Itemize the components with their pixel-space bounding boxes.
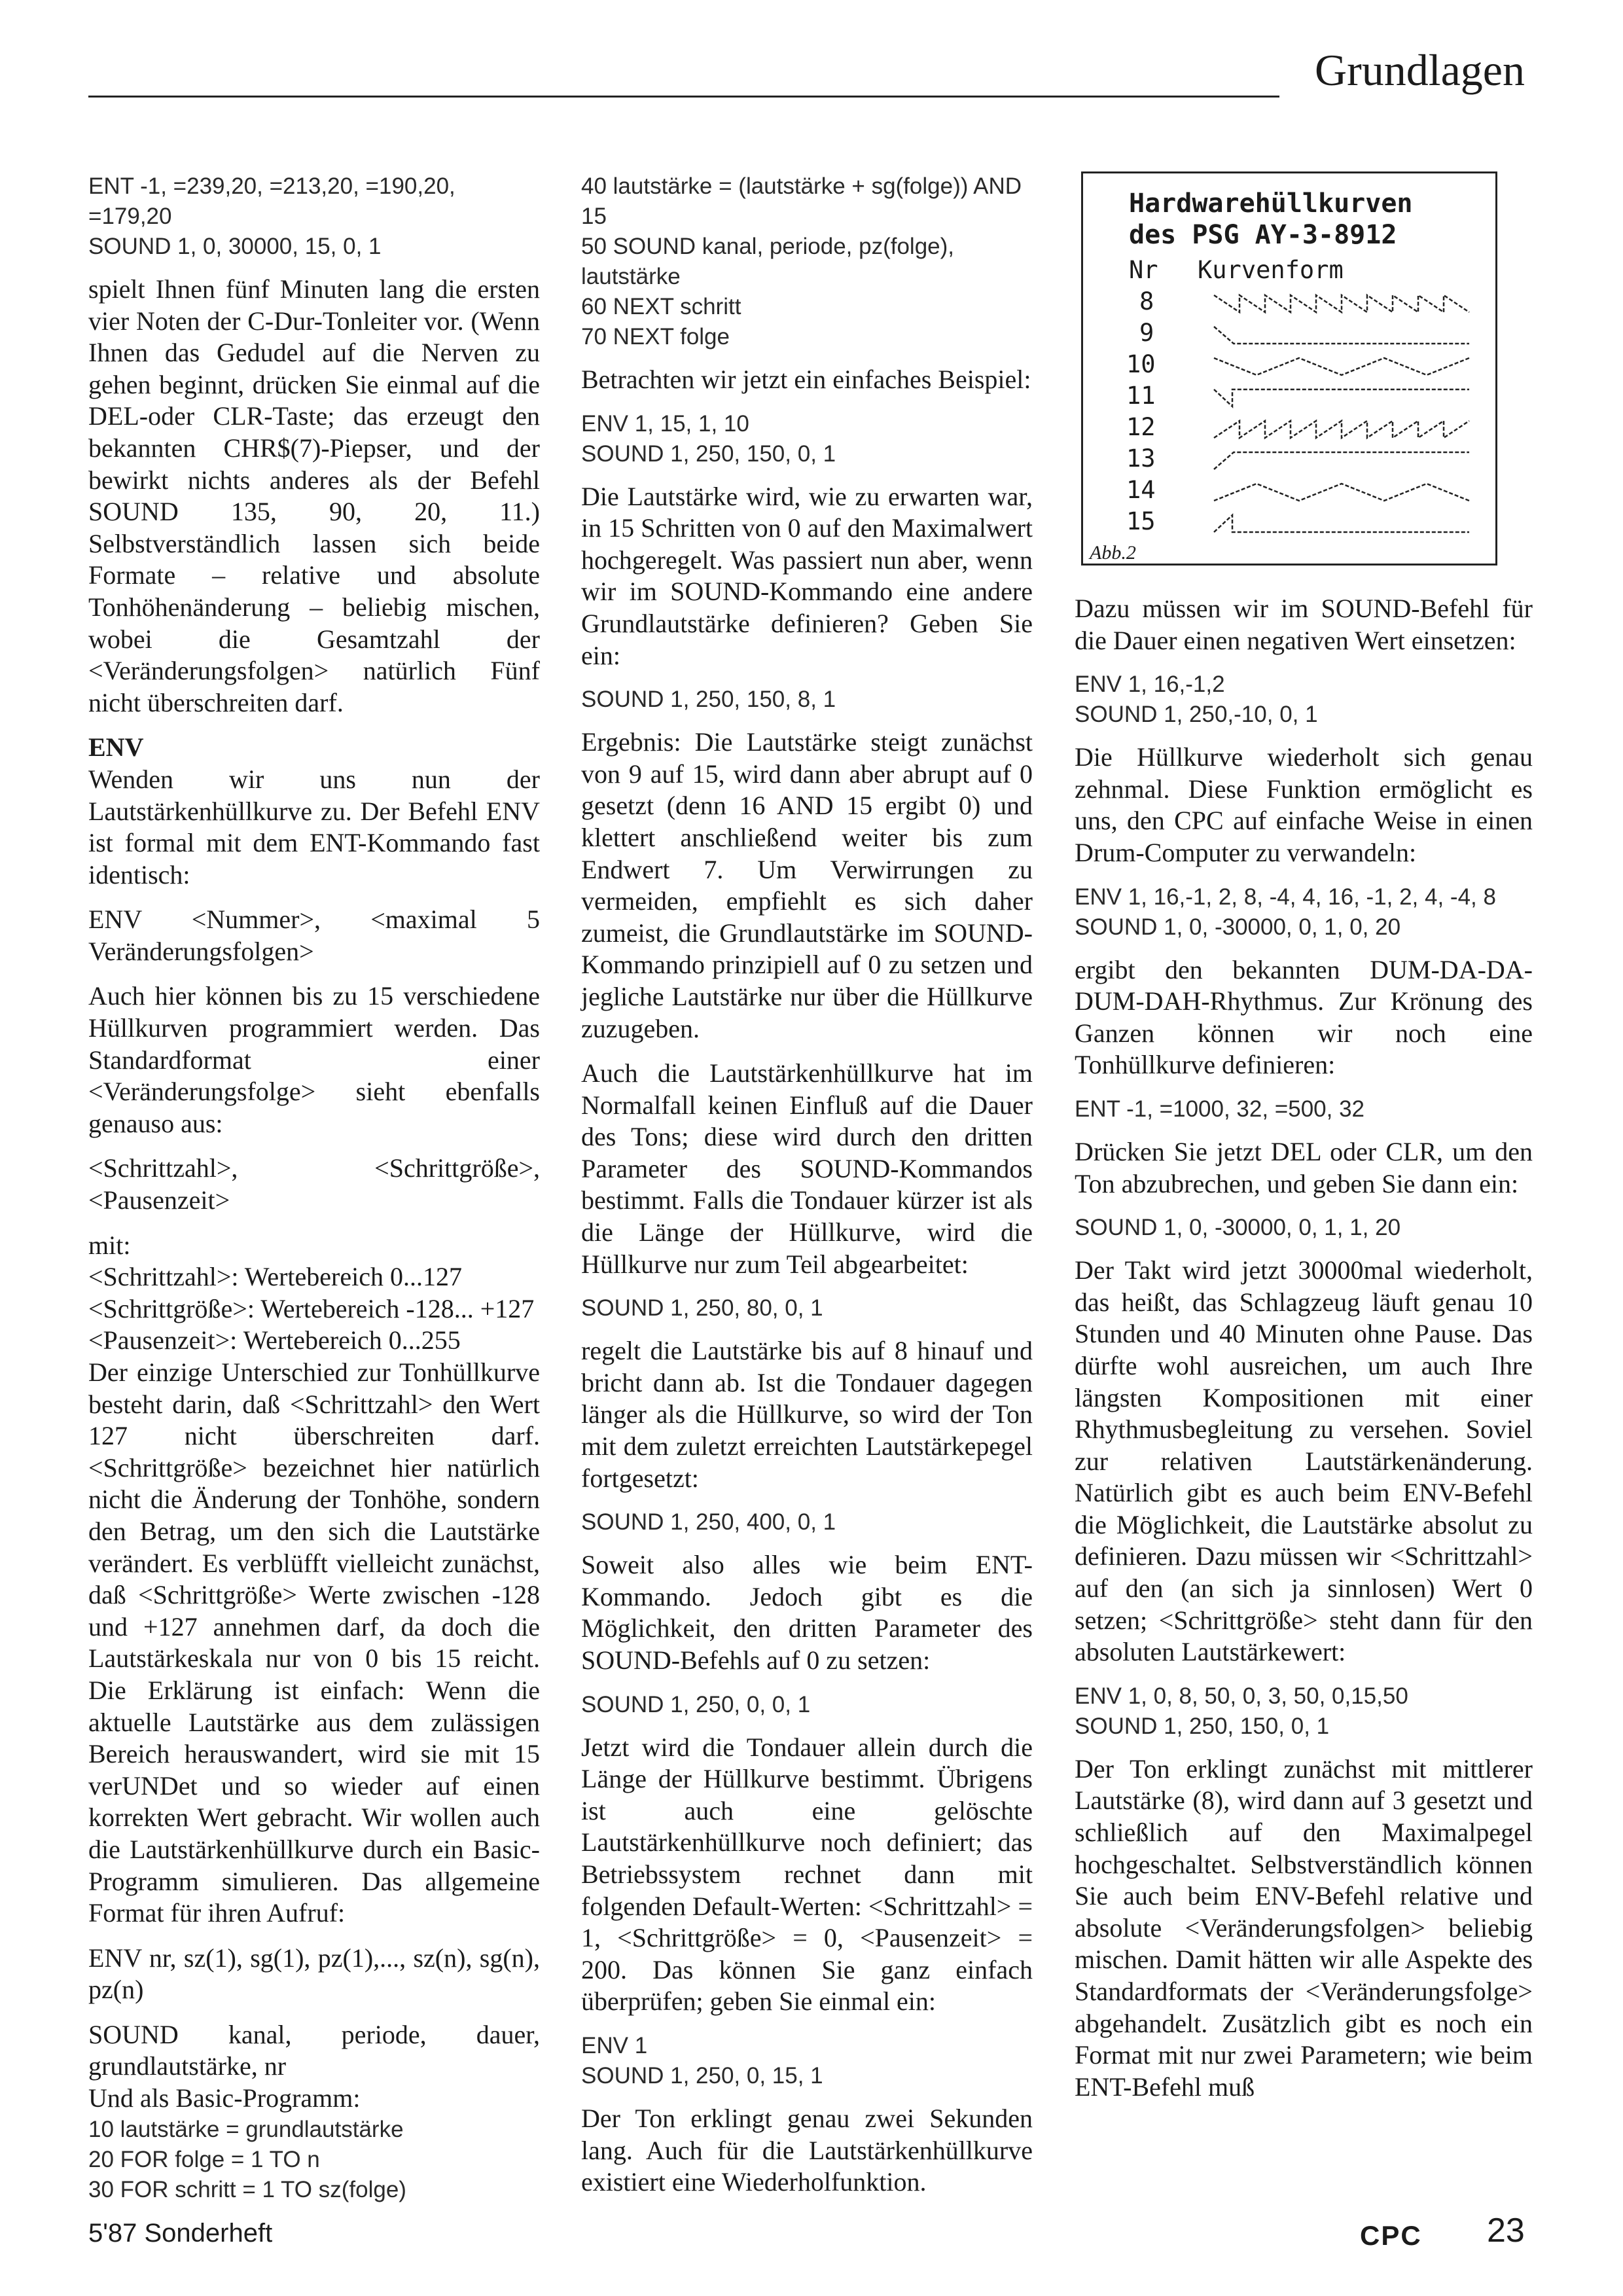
code-line: SOUND 1, 250, 0, 15, 1 — [581, 2062, 823, 2089]
envelope-curves — [1083, 173, 1495, 564]
paragraph: Der Ton erklingt zunächst mit mittlerer Lautstärke (8), wird dann auf 3 gesetzt und schließlich auf den Maximalpegel hochgeschaltet. Selbstverständlich können Sie auch beim ENV-Befehl relative und absolute <Veränderungsfolgen> beliebig mischen. Damit hätten wir alle Aspekte des Standardformats der <Veränderungsfolge> abgehandelt. Zusätzlich gibt es noch ein Format mit nur zwei Parametern; wie beim ENT-Befehl muß — [1075, 1753, 1533, 2102]
code-line: SOUND 1, 250, 400, 0, 1 — [581, 1509, 836, 1535]
text-line: <Schrittgröße>: Wertebereich -128... +127 — [88, 1293, 535, 1323]
figure-caption: Abb.2 — [1090, 542, 1136, 564]
envelope-curve-10 — [1214, 358, 1469, 375]
text-line: Und als Basic-Programm: — [88, 2083, 361, 2113]
paragraph: Wenden wir uns nun der Lautstärkenhüllkurve zu. Der Befehl ENV ist formal mit dem ENT-Kommando fast identisch: — [88, 764, 540, 889]
figure-subtitle: des PSG AY-3-8912 — [1129, 220, 1397, 250]
paragraph: regelt die Lautstärke bis auf 8 hinauf und bricht dann ab. Ist die Tondauer dagegen länger als die Hüllkurve, so wird der Ton mit dem zuletzt erreichten Lautstärkepegel fortgesetzt: — [581, 1336, 1033, 1493]
envelope-number: 9 — [1139, 319, 1154, 347]
column-2 — [581, 171, 1033, 2212]
envelope-curve-15 — [1214, 515, 1469, 532]
paragraph: <Schrittzahl>, <Schrittgröße>, <Pausenzeit> — [88, 1153, 540, 1215]
envelope-number: 8 — [1139, 287, 1154, 315]
figure-header-form: Kurvenform — [1198, 256, 1344, 284]
envelope-curve-11 — [1214, 389, 1469, 406]
issue-label: 5'87 Sonderheft — [88, 2219, 273, 2248]
code-line: 30 FOR schritt = 1 TO sz(folge) — [88, 2176, 406, 2202]
code-line: SOUND 1, 250, 150, 0, 1 — [1075, 1713, 1330, 1739]
paragraph: Auch die Lautstärkenhüllkurve hat im Normalfall keinen Einfluß auf die Dauer des Tons; diese wird durch den dritten Parameter des SOUND-Kommandos bestimmt. Falls die Tondauer kürzer ist als die Länge der Hüllkurve, wird die Hüllkurve nur zum Teil abgearbeitet: — [581, 1058, 1033, 1279]
envelope-number: 10 — [1126, 350, 1156, 378]
paragraph: Betrachten wir jetzt ein einfaches Beispiel: — [581, 365, 1031, 394]
code-line: SOUND 1, 250, 150, 8, 1 — [581, 687, 836, 713]
paragraph: spielt Ihnen fünf Minuten lang die ersten vier Noten der C-Dur-Tonleiter vor. (Wenn Ihnen das Gedudel auf die Nerven zu gehen beginnt, drücken Sie einmal auf die DEL-oder CLR-Taste; das erzeugt den bekannten CHR$(7)-Piepser, und der bewirkt nichts anderes als der Befehl SOUND 135, 90, 20, 11.) Selbstverständlich lassen sich beide Formate – relative und absolute Tonhöhenänderung – beliebig mischen, wobei die Gesamtzahl der <Veränderungsfolgen> natürlich Fünf nicht überschreiten darf. — [88, 274, 540, 717]
paragraph: ergibt den bekannten DUM-DA-DA-DUM-DAH-Rhythmus. Zur Krönung des Ganzen können wir noch eine Tonhüllkurve definieren: — [1075, 954, 1533, 1080]
envelope-curve-14 — [1214, 484, 1469, 501]
code-line: 50 SOUND kanal, periode, pz(folge), lautstärke — [581, 234, 954, 289]
code-line: ENV 1, 16,-1, 2, 8, -4, 4, 16, -1, 2, 4, -4, 8 — [1075, 884, 1496, 910]
text-line: SOUND kanal, periode, dauer, grundlautstärke, nr — [88, 2019, 540, 2081]
envelope-number: 14 — [1126, 476, 1156, 504]
envelope-curve-12 — [1214, 421, 1469, 438]
envelope-number: 11 — [1126, 382, 1156, 410]
code-line: ENT -1, =1000, 32, =500, 32 — [1075, 1096, 1365, 1122]
code-line: ENV 1, 16,-1,2 — [1075, 672, 1225, 698]
code-line: 40 lautstärke = (lautstärke + sg(folge)) AND 15 — [581, 173, 1022, 229]
paragraph: Der Ton erklingt genau zwei Sekunden lang. Auch für die Lautstärkenhüllkurve existiert eine Wiederholfunktion. — [581, 2103, 1033, 2197]
envelope-number: 13 — [1126, 444, 1156, 473]
paragraph: ENV <Nummer>, <maximal 5 Veränderungsfolgen> — [88, 905, 540, 966]
paragraph: ENV nr, sz(1), sg(1), pz(1),..., sz(n), sg(n), pz(n) — [88, 1943, 540, 2005]
code-line: SOUND 1, 250,-10, 0, 1 — [1075, 702, 1318, 728]
column-1 — [88, 171, 540, 2205]
paragraph: Ergebnis: Die Lautstärke steigt zunächst von 9 auf 15, wird dann aber abrupt auf 0 gesetzt (denn 16 AND 15 ergibt 0) und klettert anschließend weiter bis zum Endwert 7. Um Verwirrungen zu vermeiden, empfiehlt es sich daher zumeist, die Grundlautstärke im SOUND-Kommando prinzipiell auf 0 zu setzen und jegliche Lautstärke nur über die Hüllkurve zuzugeben. — [581, 727, 1033, 1043]
code-line: ENV 1 — [581, 2032, 648, 2058]
column-3 — [1075, 171, 1533, 2116]
text-line: <Schrittzahl>: Wertebereich 0...127 — [88, 1262, 462, 1292]
code-line: ENT -1, =239,20, =213,20, =190,20, =179,20 — [88, 173, 455, 229]
paragraph: Drücken Sie jetzt DEL oder CLR, um den Ton abzubrechen, und geben Sie dann ein: — [1075, 1136, 1533, 1198]
code-line: SOUND 1, 250, 80, 0, 1 — [581, 1295, 823, 1321]
code-line: SOUND 1, 0, 30000, 15, 0, 1 — [88, 234, 382, 259]
paragraph: Soweit also alles wie beim ENT-Kommando. Jedoch gibt es die Möglichkeit, den dritten Parameter des SOUND-Befehls auf 0 zu setzen: — [581, 1550, 1033, 1675]
text-line: mit: — [88, 1230, 131, 1260]
code-line: 70 NEXT folge — [581, 324, 730, 350]
paragraph: Die Hüllkurve wiederholt sich genau zehnmal. Diese Funktion ermöglicht es uns, den CPC auf einfache Weise in einen Drum-Computer zu verwandeln: — [1075, 742, 1533, 867]
code-line: ENV 1, 0, 8, 50, 0, 3, 50, 0,15,50 — [1075, 1683, 1408, 1709]
figure-title: Hardwarehüllkurven — [1129, 188, 1413, 219]
code-line: SOUND 1, 250, 0, 0, 1 — [581, 1691, 811, 1717]
paragraph: Die Lautstärke wird, wie zu erwarten war, in 15 Schritten von 0 auf den Maximalwert hochgeregelt. Was passiert nun aber, wenn wir im SOUND-Kommando eine andere Grundlautstärke definieren? Geben Sie ein: — [581, 481, 1033, 670]
code-line: ENV 1, 15, 1, 10 — [581, 410, 749, 437]
column-3-text — [1075, 593, 1533, 2103]
header-rule — [88, 96, 1279, 98]
figure-header-nr: Nr — [1129, 256, 1158, 284]
code-line: 20 FOR folge = 1 TO n — [88, 2146, 320, 2172]
section-title: Grundlagen — [1314, 45, 1525, 95]
envelope-curve-8 — [1214, 295, 1469, 312]
text-line: <Pausenzeit>: Wertebereich 0...255 — [88, 1325, 461, 1355]
page-number: 23 — [1487, 2212, 1525, 2250]
code-line: SOUND 1, 250, 150, 0, 1 — [581, 440, 836, 467]
envelope-curve-9 — [1214, 327, 1469, 344]
paragraph: Auch hier können bis zu 15 verschiedene Hüllkurven programmiert werden. Das Standardformat einer <Veränderungsfolge> sieht ebenfalls genauso aus: — [88, 981, 540, 1138]
envelope-number: 15 — [1126, 507, 1156, 535]
section-heading: ENV — [88, 732, 144, 762]
paragraph: Dazu müssen wir im SOUND-Befehl für die Dauer einen negativen Wert einsetzen: — [1075, 594, 1533, 655]
code-line: SOUND 1, 0, -30000, 0, 1, 0, 20 — [1075, 914, 1401, 940]
envelope-curve-13 — [1214, 452, 1469, 469]
code-line: 60 NEXT schritt — [581, 294, 741, 319]
envelope-number: 12 — [1126, 413, 1156, 441]
paragraph: Jetzt wird die Tondauer allein durch die Länge der Hüllkurve bestimmt. Übrigens ist auch eine gelöschte Lautstärkenhüllkurve noch definiert; das Betriebssystem rechnet dann mit folgenden Default-Werten: <Schrittzahl> = 1, <Schrittgröße> = 0, <Pausenzeit> = 200. Das können Sie ganz einfach überprüfen; geben Sie einmal ein: — [581, 1732, 1033, 2017]
figure-envelope-shapes — [1081, 171, 1497, 565]
paragraph: Der einzige Unterschied zur Tonhüllkurve besteht darin, daß <Schrittzahl> den Wert 127 nicht überschreiten darf. <Schrittgröße> bezeichnet hier natürlich nicht die Änderung der Tonhöhe, sondern den Betrag, um den sich die Lautstärke verändert. Es verblüfft vielleicht zunächst, daß <Schrittgröße> Werte zwischen -128 und +127 annehmen darf, da doch die Lautstärkeskala nur von 0 bis 15 reicht. Die Erklärung ist einfach: Wenn die aktuelle Lautstärke aus dem zulässigen Bereich herauswandert, wird sie mit 15 verUNDet und so wieder auf einen korrekten Wert gebracht. Wir wollen auch die Lautstärkenhüllkurve durch ein Basic-Programm simulieren. Das allgemeine Format für ihren Aufruf: — [88, 1357, 540, 1928]
code-line: SOUND 1, 0, -30000, 0, 1, 1, 20 — [1075, 1215, 1401, 1241]
paragraph: Der Takt wird jetzt 30000mal wiederholt, das heißt, das Schlagzeug läuft genau 10 Stunden und 40 Minuten ohne Pause. Das dürfte wohl ausreichen, um auch Ihre längsten Kompositionen mit einer Rhythmusbegleitung zu versehen. Soviel zur relativen Lautstärkenänderung. Natürlich gibt es auch beim ENV-Befehl die Möglichkeit, die Lautstärke absolut zu definieren. Dazu müssen wir <Schrittzahl> auf den (an sich ja sinnlosen) Wert 0 setzen; <Schrittgröße> steht dann für den absoluten Lautstärkewert: — [1075, 1255, 1533, 1667]
code-line: 10 lautstärke = grundlautstärke — [88, 2116, 404, 2142]
magazine-logo: CPC — [1360, 2220, 1422, 2251]
